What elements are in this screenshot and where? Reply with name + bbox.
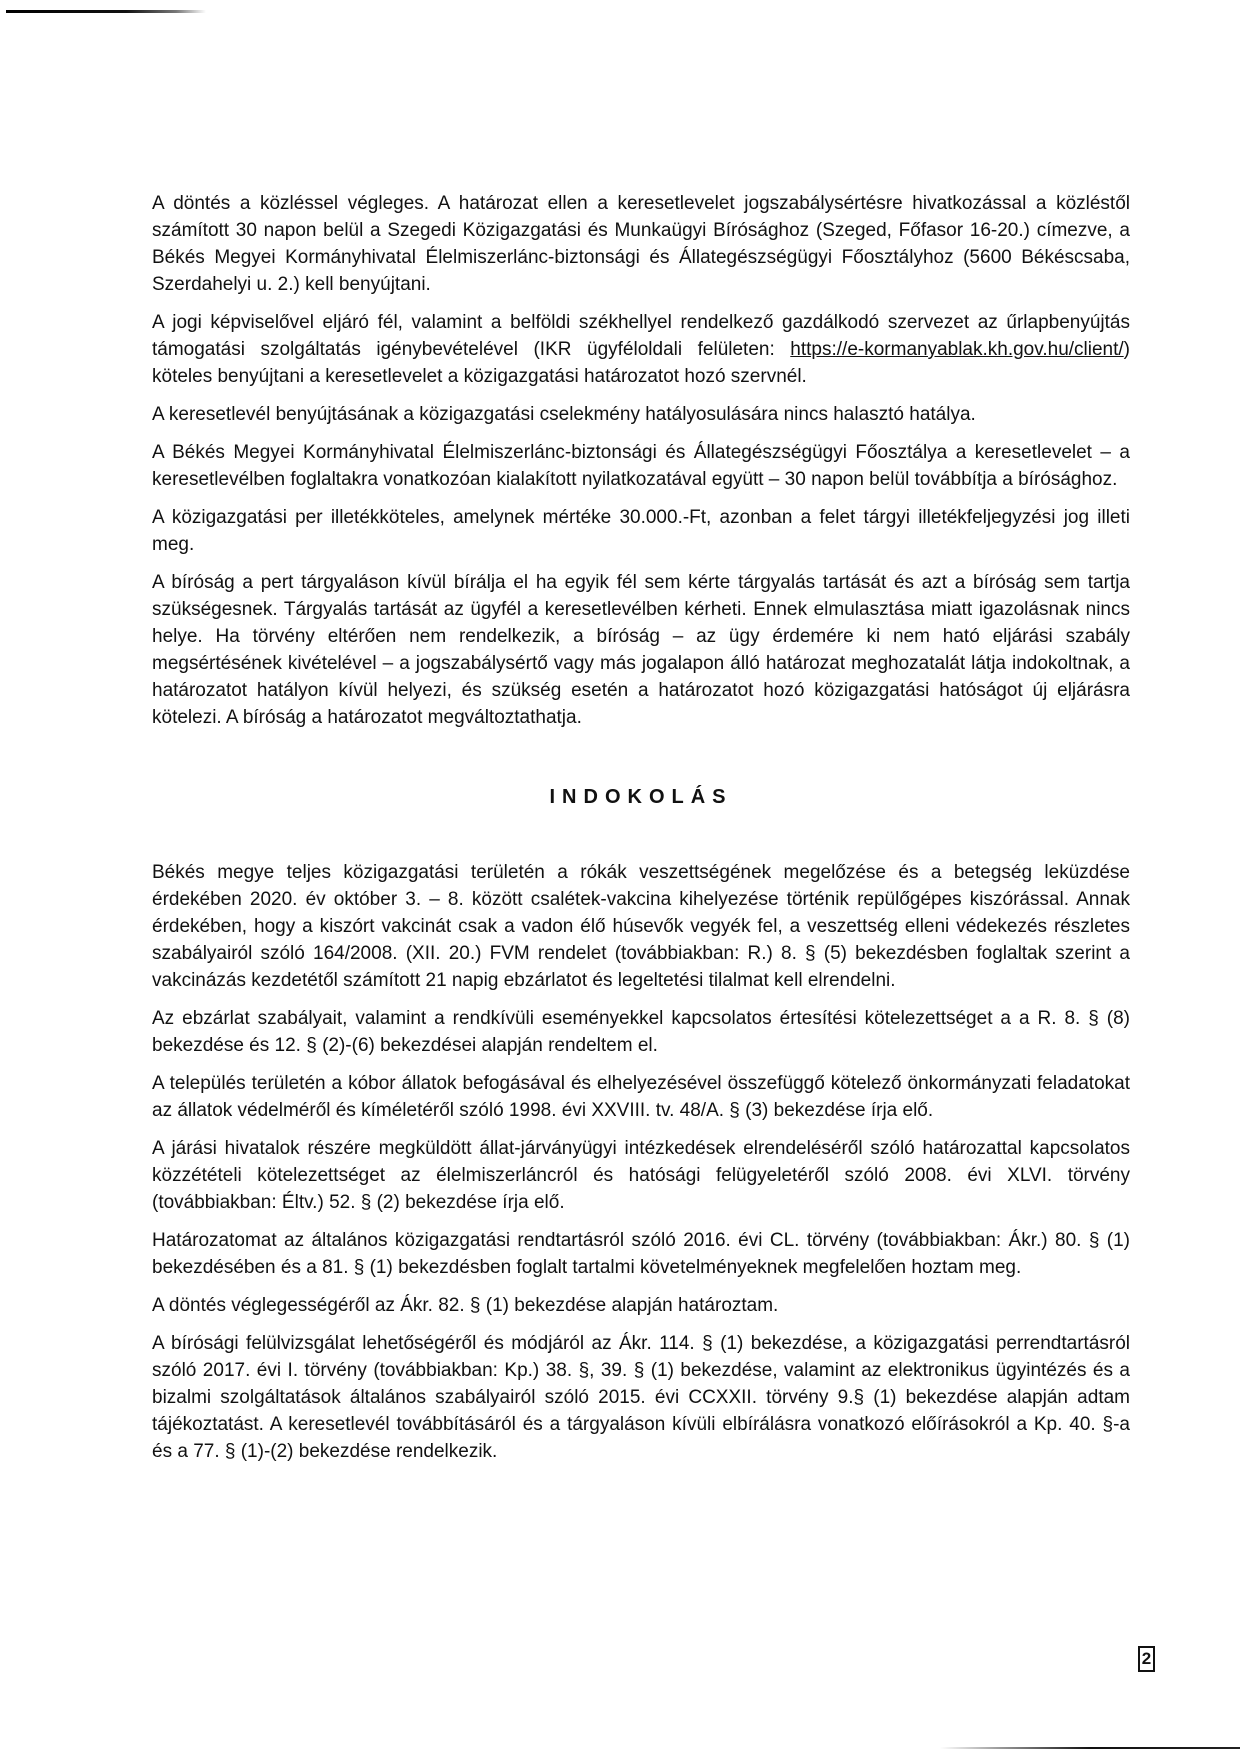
paragraph-rabies-vaccination: Békés megye teljes közigazgatási területén a rókák veszettségének megelőzése és a betegség leküzdése érdekében 2020. év október 3. – 8. között csalétek-vakcina kihelyezése történik repülőgépes kiszórással. Annak érdekében, hogy a kiszórt vakcinát csak a vadon élő húsevők vegyék fel, a veszettség elleni védekezés részletes szabályairól szóló 164/2008. (XII. 20.) FVM rendelet (továbbiakban: R.) 8. § (5) bekezdésben foglaltak szerint a vakcinázás kezdetétől számított 21 napig ebzárlatot és legeltetési tilalmat kell elrendelni. — [152, 862, 1130, 991]
paragraph-judicial-review: A bírósági felülvizsgálat lehetőségéről és módjáról az Ákr. 114. § (1) bekezdése, a közigazgatási perrendtartásról szóló 2017. évi I. törvény (továbbiakban: Kp.) 38. §, 39. § (1) bekezdése, valamint az elektronikus ügyintézés és a bizalmi szolgáltatások általános szabályairól szóló 2015. évi CCXXII. törvény 9.§ (1) bekezdése alapján adtam tájékoztatást. A keresetlevél továbbításáról és a tárgyaláson kívüli elbírálásra vonatkozó előírásokról a Kp. 40. §-a és a 77. § (1)-(2) bekezdése rendelkezik. — [152, 1333, 1130, 1462]
paragraph-electronic-submission-text-before: A jogi képviselővel eljáró fél, valamint a belföldi székhellyel rendelkező gazdálkodó szervezet az űrlapbenyújtás támogatási szolgáltatás igénybevételével (IKR ügyféloldali felületen: — [152, 312, 1130, 360]
paragraph-forwarding-to-court: A Békés Megyei Kormányhivatal Élelmiszerlánc-biztonsági és Állategészségügyi Főosztálya a keresetlevelet – a keresetlevélben foglaltakra vonatkozóan kialakított nyilatkozatával együtt – 30 napon belül továbbítja a bírósághoz. — [152, 442, 1130, 490]
ikr-client-link[interactable]: https://e-kormanyablak.kh.gov.hu/client/ — [790, 339, 1124, 360]
page-number: 2 — [1138, 1646, 1155, 1672]
document-page — [152, 190, 1130, 1476]
paragraph-stray-animals: A település területén a kóbor állatok befogásával és elhelyezésével összefüggő kötelező önkormányzati feladatokat az állatok védelméről és kíméletéről szóló 1998. évi XXVIII. tv. 48/A. § (3) bekezdése írja elő. — [152, 1073, 1130, 1121]
paragraph-court-fee: A közigazgatási per illetékköteles, amelynek mértéke 30.000.-Ft, azonban a felet tárgyi illetékfeljegyzési jog illeti meg. — [152, 507, 1130, 555]
paragraph-finality: A döntés véglegességéről az Ákr. 82. § (1) bekezdése alapján határoztam. — [152, 1295, 779, 1316]
paragraph-no-suspensive-effect: A keresetlevél benyújtásának a közigazgatási cselekmény hatályosulására nincs halasztó hatálya. — [152, 404, 976, 425]
section-heading-reasoning: INDOKOLÁS — [549, 786, 733, 808]
paragraph-court-procedure: A bíróság a pert tárgyaláson kívül bírálja el ha egyik fél sem kérte tárgyalás tartását és azt a bíróság sem tartja szükségesnek. Tárgyalás tartását az ügyfél a keresetlevélben kérheti. Ennek elmulasztása miatt igazolásnak nincs helye. Ha törvény eltérően nem rendelkezik, a bíróság – az ügy érdemére ki nem ható eljárási szabály megsértésének kivételével – a jogszabálysértő vagy más jogalapon álló határozat meghozatalát látja indokoltnak, a határozatot hatályon kívül helyezi, és szükség esetén a határozatot hozó közigazgatási hatóságot új eljárásra kötelezi. A bíróság a határozatot megváltoztathatja. — [152, 572, 1130, 728]
paragraph-final-decision: A döntés a közléssel végleges. A határozat ellen a keresetlevelet jogszabálysértésre hivatkozással a közléstől számított 30 napon belül a Szegedi Közigazgatási és Munkaügyi Bírósághoz (Szeged, Főfasor 16-20.) címezve, a Békés Megyei Kormányhivatal Élelmiszerlánc-biztonsági és Állategészségügyi Főosztályhoz (5600 Békéscsaba, Szerdahelyi u. 2.) kell benyújtani. — [152, 193, 1130, 295]
paragraph-electronic-submission-text-after: ) köteles benyújtani a keresetlevelet a közigazgatási határozatot hozó szervnél. — [152, 339, 1130, 387]
scan-artifact-bottom-line — [940, 1747, 1240, 1749]
scan-artifact-top-line — [6, 10, 206, 13]
paragraph-publication-obligation: A járási hivatalok részére megküldött állat-járványügyi intézkedések elrendeléséről szóló határozattal kapcsolatos közzétételi kötelezettséget az élelmiszerláncról és hatósági felügyeletéről szóló 2008. évi XLVI. törvény (továbbiakban: Éltv.) 52. § (2) bekezdése írja elő. — [152, 1138, 1130, 1213]
paragraph-electronic-submission — [152, 309, 1130, 390]
paragraph-dog-lockdown-rules: Az ebzárlat szabályait, valamint a rendkívüli eseményekkel kapcsolatos értesítési kötelezettséget a a R. 8. § (8) bekezdése és 12. § (2)-(6) bekezdései alapján rendeltem el. — [152, 1008, 1130, 1056]
paragraph-content-requirements: Határozatomat az általános közigazgatási rendtartásról szóló 2016. évi CL. törvény (továbbiakban: Ákr.) 80. § (1) bekezdésében és a 81. § (1) bekezdésben foglalt tartalmi követelményeknek megfelelően hoztam meg. — [152, 1230, 1130, 1278]
